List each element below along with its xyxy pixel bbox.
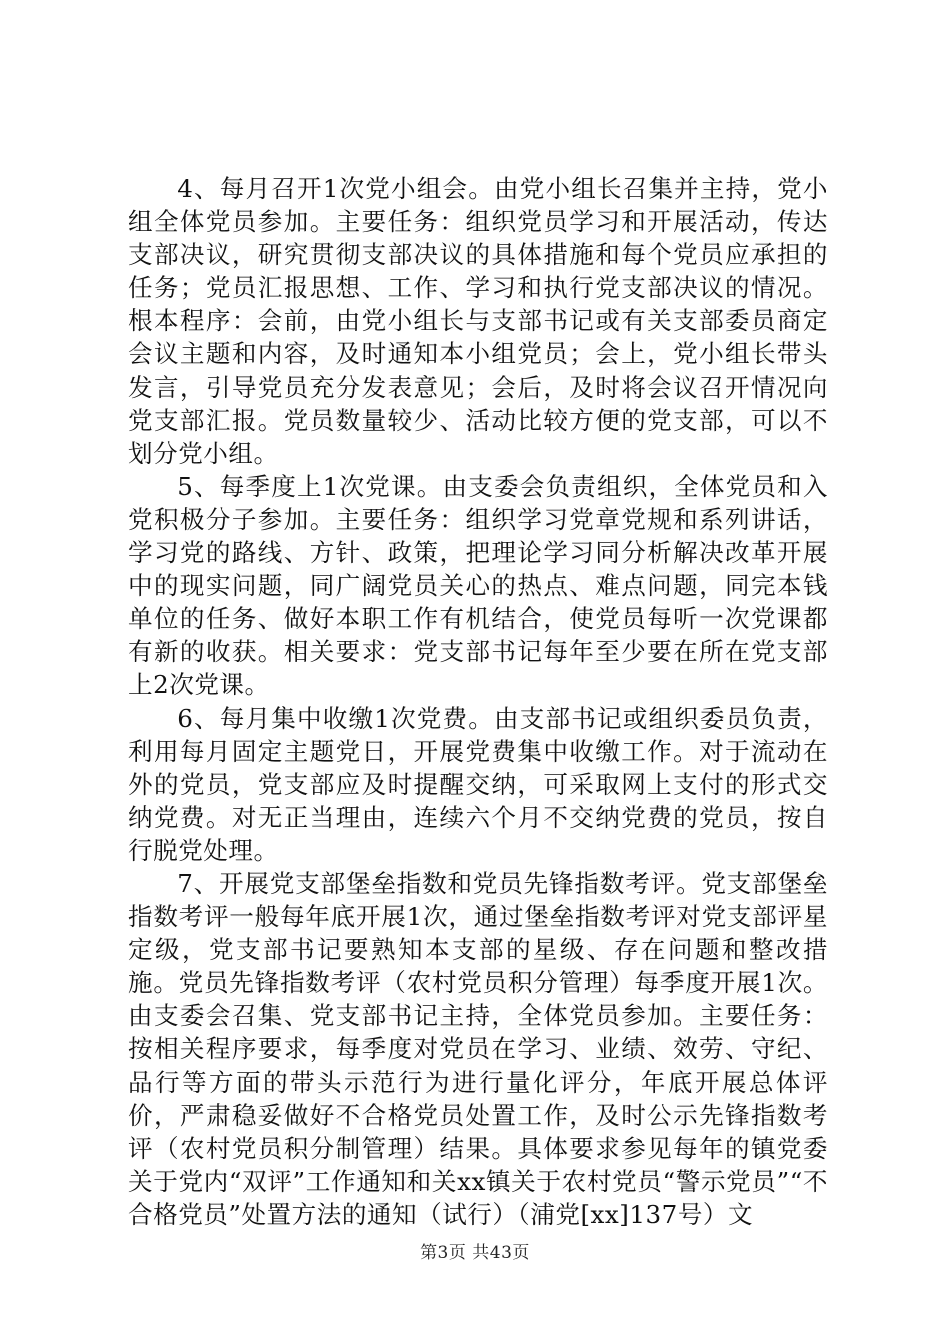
document-body [128,172,828,1231]
paragraph-item-6: 6、每月集中收缴1次党费。由支部书记或组织委员负责，利用每月固定主题党日，开展党费集中收缴工作。对于流动在外的党员，党支部应及时提醒交纳，可采取网上支付的形式交纳党费。对无正当理由，连续六个月不交纳党费的党员，按自行脱党处理。 [128,703,828,865]
paragraph-item-5: 5、每季度上1次党课。由支委会负责组织，全体党员和入党积极分子参加。主要任务：组织学习党章党规和系列讲话，学习党的路线、方针、政策，把理论学习同分析解决改革开展中的现实问题，同广阔党员关心的热点、难点问题，同完本钱单位的任务、做好本职工作有机结合，使党员每听一次党课都有新的收获。相关要求：党支部书记每年至少要在所在党支部上2次党课。 [128,471,828,700]
page-number-footer: 第3页 共43页 [420,1243,530,1263]
paragraph-item-4: 4、每月召开1次党小组会。由党小组长召集并主持，党小组全体党员参加。主要任务：组织党员学习和开展活动，传达支部决议，研究贯彻支部决议的具体措施和每个党员应承担的任务；党员汇报思想、工作、学习和执行党支部决议的情况。根本程序：会前，由党小组长与支部书记或有关支部委员商定会议主题和内容，及时通知本小组党员；会上，党小组长带头发言，引导党员充分发表意见；会后，及时将会议召开情况向党支部汇报。党员数量较少、活动比较方便的党支部，可以不划分党小组。 [128,174,828,468]
paragraph-item-7: 7、开展党支部堡垒指数和党员先锋指数考评。党支部堡垒指数考评一般每年底开展1次，通过堡垒指数考评对党支部评星定级，党支部书记要熟知本支部的星级、存在问题和整改措施。党员先锋指数考评（农村党员积分管理）每季度开展1次。由支委会召集、党支部书记主持，全体党员参加。主要任务：按相关程序要求，每季度对党员在学习、业绩、效劳、守纪、品行等方面的带头示范行为进行量化评分，年底开展总体评价，严肃稳妥做好不合格党员处置工作，及时公示先锋指数考评（农村党员积分制管理）结果。具体要求参见每年的镇党委关于党内“双评”工作通知和关xx镇关于农村党员“警示党员”“不合格党员”处置方法的通知（试行）（浦党[xx]137号）文 [128,868,828,1229]
